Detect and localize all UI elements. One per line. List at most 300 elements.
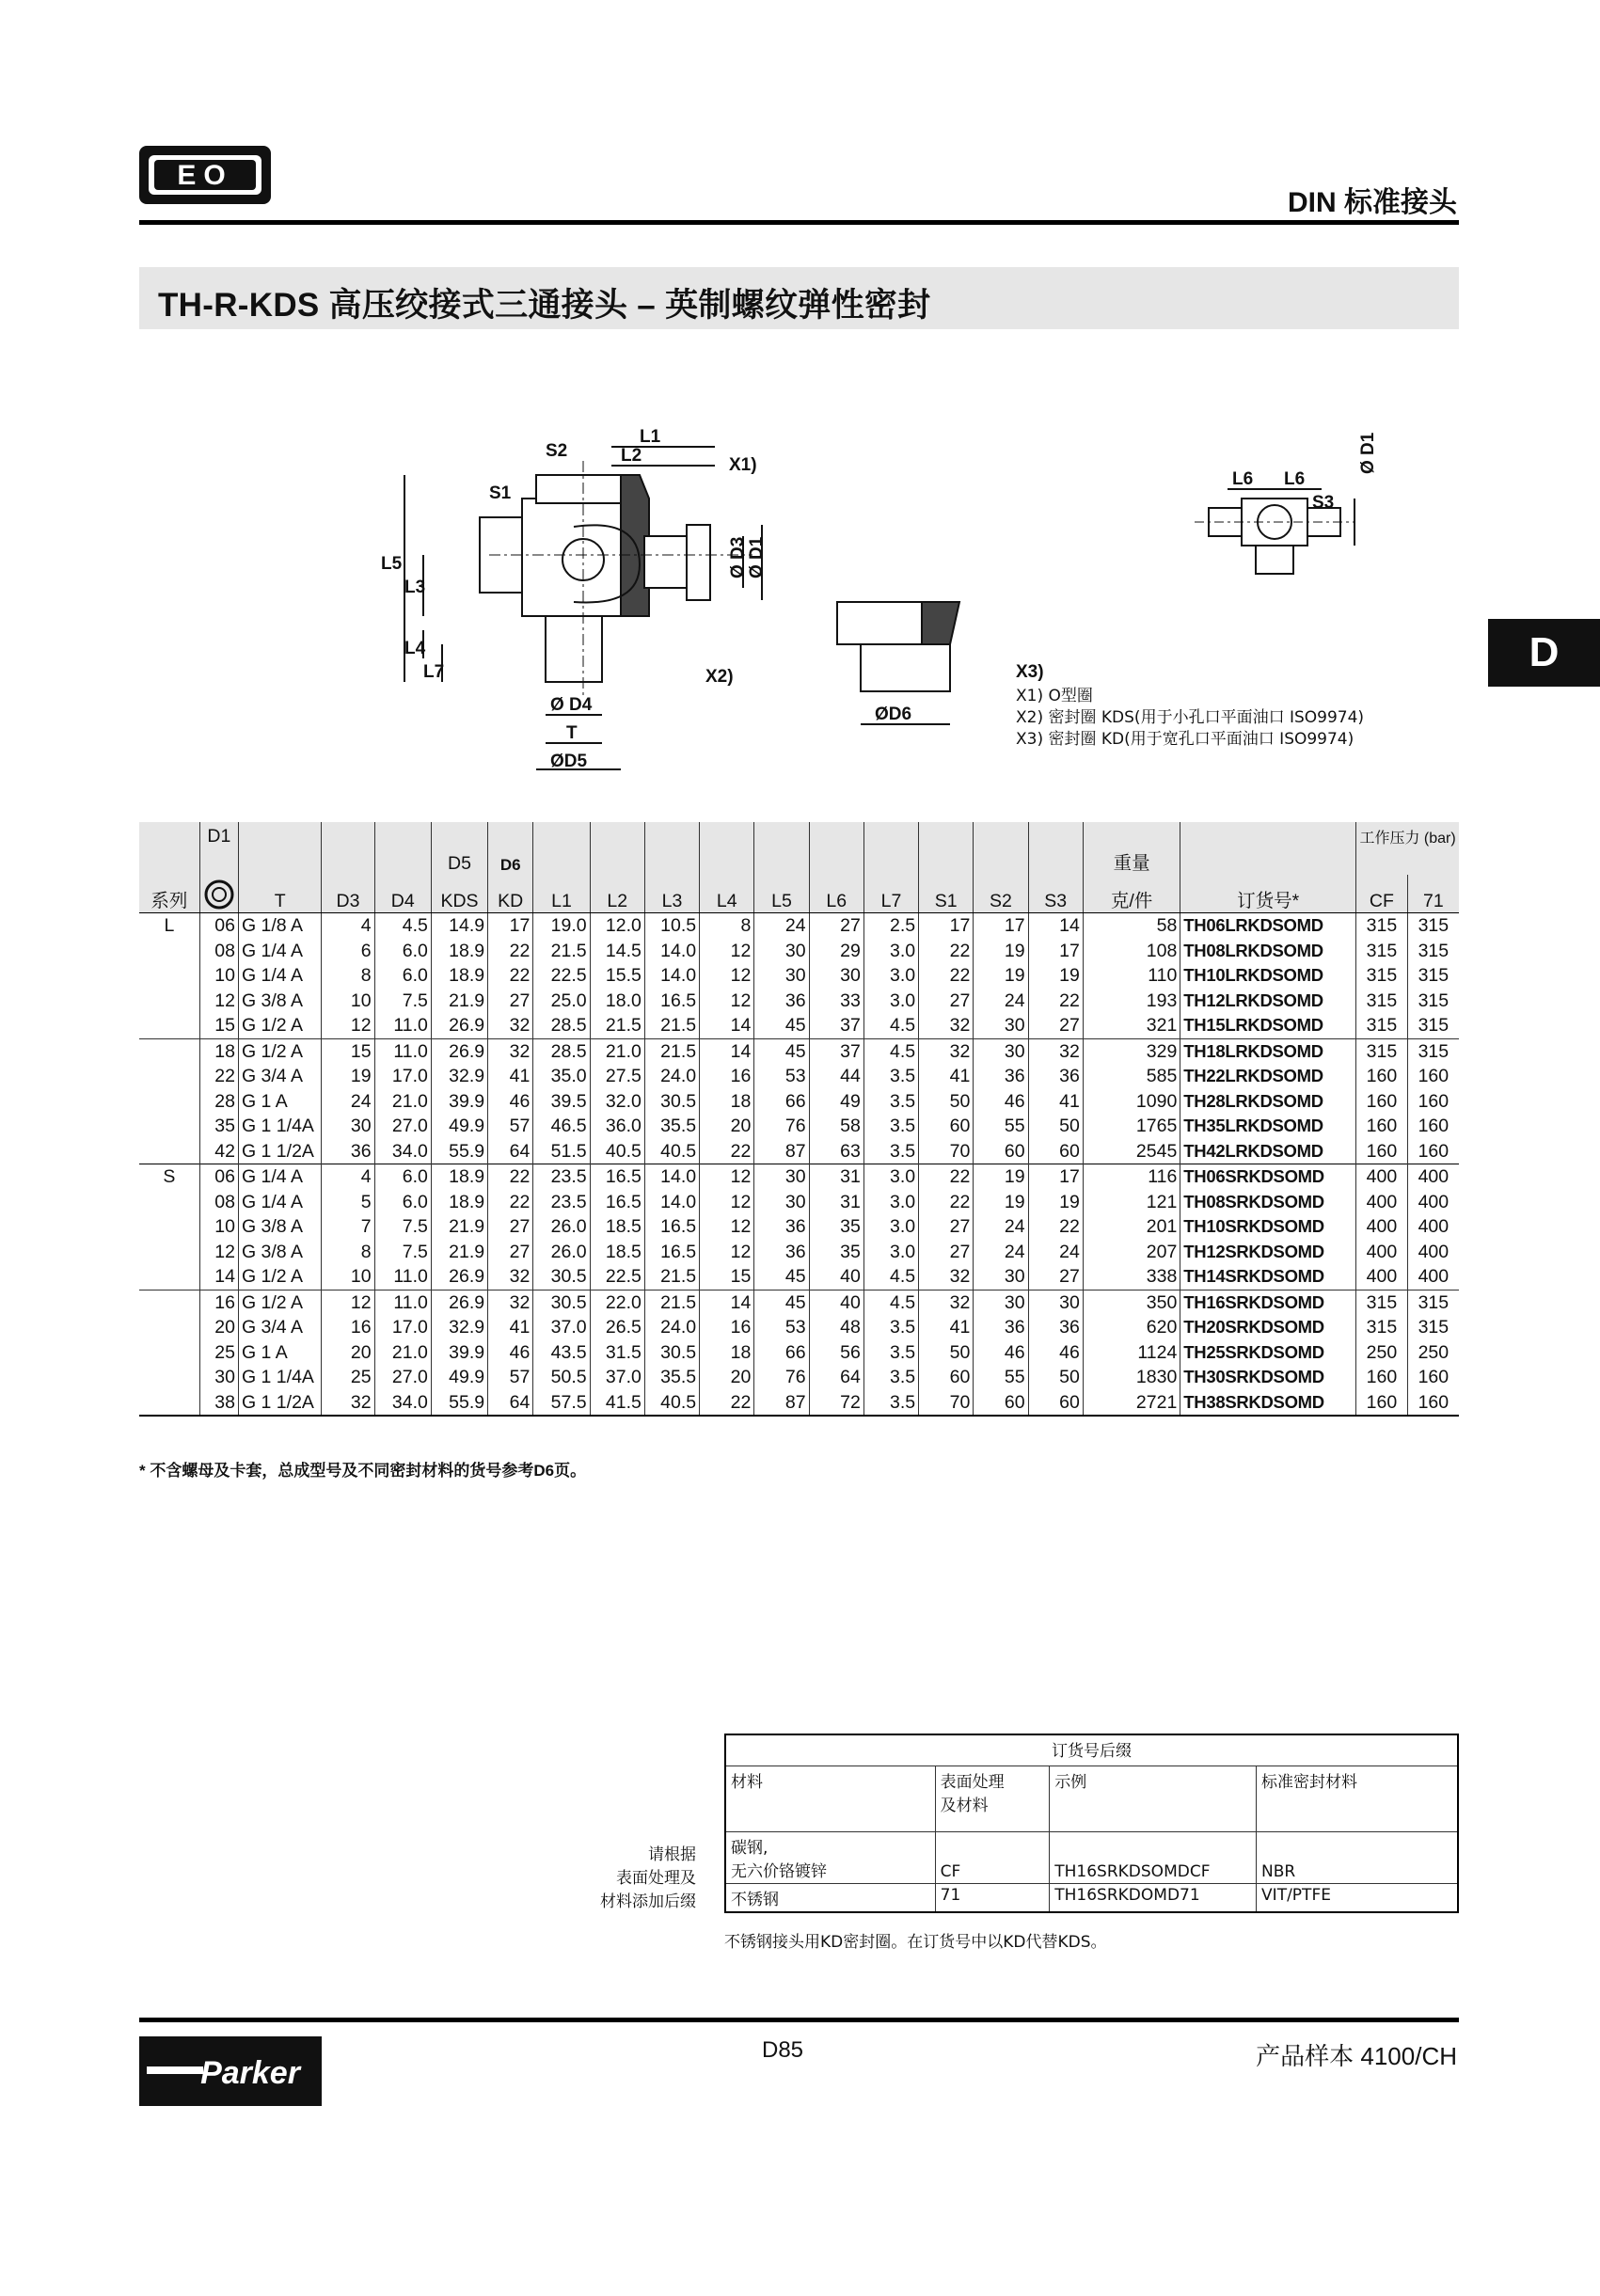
table-cell: 3.5 bbox=[863, 1315, 918, 1340]
order-number-cell: TH18LRKDSOMD bbox=[1180, 1038, 1356, 1064]
svg-text:L7: L7 bbox=[423, 662, 445, 682]
table-cell: 7.5 bbox=[374, 1240, 431, 1265]
table-cell: 25.0 bbox=[533, 989, 590, 1014]
table-cell: 63 bbox=[809, 1139, 863, 1164]
table-cell: 160 bbox=[1356, 1139, 1408, 1164]
table-cell: 6.0 bbox=[374, 939, 431, 964]
table-cell: 3.5 bbox=[863, 1114, 918, 1139]
table-cell: 16.5 bbox=[644, 1240, 699, 1265]
table-cell: G 1/4 A bbox=[238, 939, 321, 964]
table-cell: 30 bbox=[974, 1013, 1028, 1038]
table-row bbox=[139, 1290, 1459, 1315]
table-cell: 2.5 bbox=[863, 913, 918, 939]
table-cell: 36.0 bbox=[590, 1114, 644, 1139]
order-number-cell: TH38SRKDSOMD bbox=[1180, 1390, 1356, 1417]
table-cell: 400 bbox=[1407, 1240, 1459, 1265]
table-cell: 37 bbox=[809, 1013, 863, 1038]
table-cell: 315 bbox=[1407, 1013, 1459, 1038]
table-cell: 14.5 bbox=[590, 939, 644, 964]
table-cell: 60 bbox=[974, 1139, 1028, 1164]
spec-table bbox=[139, 822, 1459, 1417]
table-cell: 24 bbox=[974, 1240, 1028, 1265]
table-cell: 64 bbox=[809, 1365, 863, 1390]
order-number-cell: TH42LRKDSOMD bbox=[1180, 1139, 1356, 1164]
suffix-cell: NBR bbox=[1257, 1832, 1458, 1884]
order-number-cell: TH30SRKDSOMD bbox=[1180, 1365, 1356, 1390]
table-cell: 3.0 bbox=[863, 1164, 918, 1190]
table-cell: 201 bbox=[1083, 1214, 1180, 1240]
table-cell: 35.5 bbox=[644, 1114, 699, 1139]
suffix-table bbox=[724, 1734, 1459, 1913]
table-row bbox=[139, 1064, 1459, 1089]
col-l7: L7 bbox=[863, 875, 918, 913]
table-cell: 40.5 bbox=[644, 1390, 699, 1417]
suffix-cell: VIT/PTFE bbox=[1257, 1884, 1458, 1913]
table-cell: 21.5 bbox=[644, 1290, 699, 1315]
table-cell: 3.5 bbox=[863, 1390, 918, 1417]
table-cell: 30.5 bbox=[533, 1290, 590, 1315]
table-cell: G 1/2 A bbox=[238, 1013, 321, 1038]
table-cell: 51.5 bbox=[533, 1139, 590, 1164]
table-cell: 315 bbox=[1407, 1038, 1459, 1064]
table-cell: 15 bbox=[322, 1038, 374, 1064]
order-number-cell: TH14SRKDSOMD bbox=[1180, 1264, 1356, 1290]
table-cell: 3.0 bbox=[863, 963, 918, 989]
table-cell: 18.9 bbox=[431, 963, 487, 989]
table-cell: 64 bbox=[488, 1390, 533, 1417]
table-cell: 400 bbox=[1356, 1214, 1408, 1240]
table-row bbox=[139, 913, 1459, 939]
table-cell: 27 bbox=[919, 1214, 974, 1240]
table-row bbox=[139, 1315, 1459, 1340]
col-d5-top: D5 bbox=[431, 822, 487, 875]
table-cell: 27.0 bbox=[374, 1114, 431, 1139]
table-cell: 16.5 bbox=[644, 1214, 699, 1240]
table-cell: 32 bbox=[488, 1290, 533, 1315]
footnote: * 不含螺母及卡套，总成型号及不同密封材料的货号参考D6页。 bbox=[139, 1462, 587, 1480]
table-cell: 11.0 bbox=[374, 1038, 431, 1064]
order-number-cell: TH08SRKDSOMD bbox=[1180, 1190, 1356, 1215]
table-cell: 49 bbox=[809, 1089, 863, 1115]
table-cell: 400 bbox=[1356, 1264, 1408, 1290]
table-cell: 72 bbox=[809, 1390, 863, 1417]
table-cell: 30.5 bbox=[533, 1264, 590, 1290]
table-cell: 21.9 bbox=[431, 1240, 487, 1265]
col-l1: L1 bbox=[533, 875, 590, 913]
table-cell: 43.5 bbox=[533, 1340, 590, 1366]
svg-text:Ø D1: Ø D1 bbox=[747, 536, 767, 578]
section-tab[interactable]: D bbox=[1488, 619, 1600, 687]
table-cell: 70 bbox=[919, 1139, 974, 1164]
table-cell: S bbox=[139, 1164, 199, 1190]
table-cell: 32 bbox=[1028, 1038, 1083, 1064]
table-cell: 34.0 bbox=[374, 1139, 431, 1164]
table-cell: 26.9 bbox=[431, 1038, 487, 1064]
table-cell: 110 bbox=[1083, 963, 1180, 989]
table-cell: 36 bbox=[754, 989, 809, 1014]
col-l2: L2 bbox=[590, 875, 644, 913]
table-cell: 12 bbox=[700, 1214, 754, 1240]
table-cell: 32 bbox=[488, 1038, 533, 1064]
table-cell: 50 bbox=[919, 1340, 974, 1366]
table-cell: 250 bbox=[1356, 1340, 1408, 1366]
table-cell: 2721 bbox=[1083, 1390, 1180, 1417]
table-cell: 46 bbox=[488, 1340, 533, 1366]
suffix-header: 标准密封材料 bbox=[1257, 1766, 1458, 1832]
table-cell: 21.5 bbox=[590, 1013, 644, 1038]
table-cell: 56 bbox=[809, 1340, 863, 1366]
table-cell: 16 bbox=[322, 1315, 374, 1340]
table-cell: 16 bbox=[700, 1064, 754, 1089]
table-cell: 315 bbox=[1407, 1315, 1459, 1340]
order-number-cell: TH10SRKDSOMD bbox=[1180, 1214, 1356, 1240]
table-cell: 21.0 bbox=[374, 1340, 431, 1366]
table-cell: 3.0 bbox=[863, 1240, 918, 1265]
suffix-cell: 71 bbox=[935, 1884, 1050, 1913]
table-cell: 66 bbox=[754, 1340, 809, 1366]
table-cell: 44 bbox=[809, 1064, 863, 1089]
table-cell: 50 bbox=[919, 1089, 974, 1115]
table-cell: 41.5 bbox=[590, 1390, 644, 1417]
table-cell: 160 bbox=[1407, 1390, 1459, 1417]
table-cell: 39.9 bbox=[431, 1089, 487, 1115]
svg-text:X3) 密封圈 KD(用于宽孔口平面油口 ISO9974): X3) 密封圈 KD(用于宽孔口平面油口 ISO9974) bbox=[1016, 730, 1354, 749]
table-cell: 20 bbox=[700, 1365, 754, 1390]
table-cell: 17 bbox=[974, 913, 1028, 939]
table-cell: 3.5 bbox=[863, 1340, 918, 1366]
table-cell: 23.5 bbox=[533, 1190, 590, 1215]
table-cell: 315 bbox=[1356, 1038, 1408, 1064]
col-s3: S3 bbox=[1028, 875, 1083, 913]
table-cell: 41 bbox=[488, 1315, 533, 1340]
table-row bbox=[139, 963, 1459, 989]
table-cell: 30 bbox=[974, 1290, 1028, 1315]
table-cell: 19 bbox=[974, 939, 1028, 964]
table-cell: 6.0 bbox=[374, 1164, 431, 1190]
table-cell: 30.5 bbox=[644, 1089, 699, 1115]
table-cell: 32 bbox=[322, 1390, 374, 1417]
table-cell: 50 bbox=[1028, 1114, 1083, 1139]
table-cell: 18.9 bbox=[431, 939, 487, 964]
table-cell: 14.9 bbox=[431, 913, 487, 939]
table-cell: 10.5 bbox=[644, 913, 699, 939]
table-cell: 16.5 bbox=[644, 989, 699, 1014]
order-number-cell: TH25SRKDSOMD bbox=[1180, 1340, 1356, 1366]
table-cell: 3.5 bbox=[863, 1365, 918, 1390]
table-cell: 24.0 bbox=[644, 1064, 699, 1089]
table-cell: 39.5 bbox=[533, 1089, 590, 1115]
table-cell: 15 bbox=[700, 1264, 754, 1290]
table-cell: 48 bbox=[809, 1315, 863, 1340]
order-number-cell: TH06SRKDSOMD bbox=[1180, 1164, 1356, 1190]
table-cell: 4.5 bbox=[863, 1013, 918, 1038]
table-row bbox=[139, 1390, 1459, 1417]
table-cell: 315 bbox=[1356, 963, 1408, 989]
table-cell: G 1/2 A bbox=[238, 1038, 321, 1064]
table-row bbox=[139, 1340, 1459, 1366]
table-cell: 160 bbox=[1356, 1089, 1408, 1115]
table-cell: 12 bbox=[199, 1240, 238, 1265]
table-row bbox=[139, 1264, 1459, 1290]
col-weight-top: 重量 bbox=[1083, 822, 1180, 875]
table-cell: 76 bbox=[754, 1365, 809, 1390]
table-cell: 315 bbox=[1356, 913, 1408, 939]
table-cell: 30 bbox=[974, 1264, 1028, 1290]
table-cell: 46 bbox=[488, 1089, 533, 1115]
svg-text:Ø D3: Ø D3 bbox=[728, 536, 748, 578]
table-cell: 160 bbox=[1407, 1139, 1459, 1164]
table-cell: 18.0 bbox=[590, 989, 644, 1014]
table-cell: 31.5 bbox=[590, 1340, 644, 1366]
col-d5: KDS bbox=[431, 875, 487, 913]
table-row bbox=[139, 1013, 1459, 1038]
table-cell: 21.5 bbox=[644, 1264, 699, 1290]
table-cell: G 1 A bbox=[238, 1089, 321, 1115]
table-row bbox=[139, 1114, 1459, 1139]
table-cell: 45 bbox=[754, 1290, 809, 1315]
table-cell bbox=[139, 1038, 199, 1064]
table-cell: 14.0 bbox=[644, 1164, 699, 1190]
table-cell: 21.0 bbox=[590, 1038, 644, 1064]
table-row bbox=[139, 1240, 1459, 1265]
table-row bbox=[139, 939, 1459, 964]
svg-text:L1: L1 bbox=[640, 427, 661, 447]
table-cell: 36 bbox=[974, 1064, 1028, 1089]
col-pressure-top: 工作压力 (bar) bbox=[1356, 822, 1459, 875]
table-cell: 22 bbox=[488, 963, 533, 989]
table-cell: 37 bbox=[809, 1038, 863, 1064]
table-cell: 17.0 bbox=[374, 1064, 431, 1089]
table-cell: 12 bbox=[322, 1290, 374, 1315]
table-cell: 27 bbox=[488, 989, 533, 1014]
table-cell: 70 bbox=[919, 1390, 974, 1417]
table-cell bbox=[139, 963, 199, 989]
table-cell: 315 bbox=[1407, 989, 1459, 1014]
table-cell: 32 bbox=[919, 1264, 974, 1290]
table-cell: 19 bbox=[322, 1064, 374, 1089]
col-d4: D4 bbox=[374, 875, 431, 913]
table-cell: 50 bbox=[1028, 1365, 1083, 1390]
table-cell: 08 bbox=[199, 939, 238, 964]
table-cell: 4.5 bbox=[863, 1290, 918, 1315]
table-cell: 3.5 bbox=[863, 1139, 918, 1164]
table-cell: 22 bbox=[488, 1164, 533, 1190]
svg-text:ØD6: ØD6 bbox=[875, 705, 912, 724]
order-number-cell: TH12SRKDSOMD bbox=[1180, 1240, 1356, 1265]
col-s2: S2 bbox=[974, 875, 1028, 913]
table-cell: 18.9 bbox=[431, 1190, 487, 1215]
svg-text:L4: L4 bbox=[404, 639, 426, 658]
svg-text:L2: L2 bbox=[621, 446, 642, 466]
suffix-cell: 不锈钢 bbox=[725, 1884, 935, 1913]
table-cell: 27 bbox=[488, 1240, 533, 1265]
svg-text:Ø D4: Ø D4 bbox=[550, 695, 593, 715]
table-cell: 30 bbox=[199, 1365, 238, 1390]
table-cell bbox=[139, 1340, 199, 1366]
table-cell: 160 bbox=[1356, 1114, 1408, 1139]
table-cell: 18 bbox=[700, 1340, 754, 1366]
table-cell: 42 bbox=[199, 1139, 238, 1164]
table-cell: 22 bbox=[919, 1164, 974, 1190]
table-cell: 32 bbox=[919, 1038, 974, 1064]
table-cell bbox=[139, 1365, 199, 1390]
table-cell: 53 bbox=[754, 1315, 809, 1340]
table-cell: 22 bbox=[919, 1190, 974, 1215]
table-cell: 21.9 bbox=[431, 1214, 487, 1240]
order-number-cell: TH15LRKDSOMD bbox=[1180, 1013, 1356, 1038]
order-number-cell: TH06LRKDSOMD bbox=[1180, 913, 1356, 939]
table-cell: 30 bbox=[754, 939, 809, 964]
table-cell: 26.9 bbox=[431, 1264, 487, 1290]
table-cell: 30 bbox=[809, 963, 863, 989]
table-cell: 338 bbox=[1083, 1264, 1180, 1290]
table-cell: 400 bbox=[1356, 1240, 1408, 1265]
table-cell: 160 bbox=[1407, 1064, 1459, 1089]
table-cell: 30 bbox=[754, 1190, 809, 1215]
suffix-caption: 订货号后缀 bbox=[725, 1734, 1458, 1766]
table-cell: 18 bbox=[199, 1038, 238, 1064]
table-row bbox=[139, 989, 1459, 1014]
table-cell: 12 bbox=[700, 989, 754, 1014]
suffix-cell: CF bbox=[935, 1832, 1050, 1884]
table-cell: 38 bbox=[199, 1390, 238, 1417]
table-cell: 14 bbox=[700, 1013, 754, 1038]
table-cell: 16.5 bbox=[590, 1164, 644, 1190]
svg-text:S2: S2 bbox=[546, 441, 568, 461]
spec-table-body bbox=[139, 913, 1459, 1417]
table-cell: 27 bbox=[919, 989, 974, 1014]
table-cell: 24 bbox=[322, 1089, 374, 1115]
table-cell: 400 bbox=[1407, 1214, 1459, 1240]
table-cell: 4.5 bbox=[863, 1264, 918, 1290]
table-cell: 17 bbox=[919, 913, 974, 939]
table-cell: 22.5 bbox=[590, 1264, 644, 1290]
table-cell: 31 bbox=[809, 1190, 863, 1215]
table-cell: 49.9 bbox=[431, 1365, 487, 1390]
oring-symbol-icon bbox=[199, 875, 238, 913]
table-cell: 23.5 bbox=[533, 1164, 590, 1190]
table-cell: 16.5 bbox=[590, 1190, 644, 1215]
table-cell: 32 bbox=[488, 1264, 533, 1290]
col-weight: 克/件 bbox=[1083, 875, 1180, 913]
col-d6-top: D6 bbox=[488, 822, 533, 875]
svg-text:L3: L3 bbox=[404, 578, 426, 597]
order-number-cell: TH22LRKDSOMD bbox=[1180, 1064, 1356, 1089]
table-cell: 8 bbox=[322, 1240, 374, 1265]
table-cell: 400 bbox=[1356, 1164, 1408, 1190]
table-cell: 30 bbox=[754, 1164, 809, 1190]
table-cell: 21.0 bbox=[374, 1089, 431, 1115]
table-cell: 35 bbox=[809, 1214, 863, 1240]
table-cell: 1765 bbox=[1083, 1114, 1180, 1139]
table-cell: 160 bbox=[1407, 1365, 1459, 1390]
svg-text:X3): X3) bbox=[1016, 662, 1044, 682]
table-cell: 24.0 bbox=[644, 1315, 699, 1340]
table-cell: 32 bbox=[919, 1290, 974, 1315]
table-cell: 10 bbox=[322, 1264, 374, 1290]
table-cell: 4 bbox=[322, 1164, 374, 1190]
table-cell: 19 bbox=[974, 1164, 1028, 1190]
table-cell: 11.0 bbox=[374, 1290, 431, 1315]
col-cf: CF bbox=[1356, 875, 1408, 913]
table-row bbox=[139, 1164, 1459, 1190]
table-cell: 315 bbox=[1407, 939, 1459, 964]
order-number-cell: TH28LRKDSOMD bbox=[1180, 1089, 1356, 1115]
table-cell: 57.5 bbox=[533, 1390, 590, 1417]
table-cell: 27 bbox=[809, 913, 863, 939]
table-cell: L bbox=[164, 915, 175, 936]
table-cell: 18.5 bbox=[590, 1240, 644, 1265]
table-cell: 12 bbox=[700, 939, 754, 964]
table-cell: 14 bbox=[700, 1038, 754, 1064]
table-cell: 14 bbox=[199, 1264, 238, 1290]
table-cell: G 1/4 A bbox=[238, 1164, 321, 1190]
table-cell: 40 bbox=[809, 1264, 863, 1290]
eo-logo bbox=[139, 146, 271, 204]
table-cell: 34.0 bbox=[374, 1390, 431, 1417]
table-cell: 15.5 bbox=[590, 963, 644, 989]
page-number: D85 bbox=[762, 2037, 804, 2063]
table-cell: 620 bbox=[1083, 1315, 1180, 1340]
table-cell: 45 bbox=[754, 1264, 809, 1290]
col-l3: L3 bbox=[644, 875, 699, 913]
table-cell: 20 bbox=[700, 1114, 754, 1139]
table-cell: 315 bbox=[1356, 939, 1408, 964]
table-row bbox=[139, 1365, 1459, 1390]
table-cell: 14.0 bbox=[644, 939, 699, 964]
table-cell: 400 bbox=[1407, 1190, 1459, 1215]
table-cell: 57 bbox=[488, 1365, 533, 1390]
table-cell: 3.5 bbox=[863, 1089, 918, 1115]
table-cell: 57 bbox=[488, 1114, 533, 1139]
table-cell: 19 bbox=[1028, 1190, 1083, 1215]
table-cell: 55 bbox=[974, 1114, 1028, 1139]
table-cell: 31 bbox=[809, 1164, 863, 1190]
table-cell: 315 bbox=[1356, 1315, 1408, 1340]
table-cell: 17 bbox=[1028, 939, 1083, 964]
table-cell: 17 bbox=[488, 913, 533, 939]
table-cell: 24 bbox=[1028, 1240, 1083, 1265]
table-cell: 87 bbox=[754, 1139, 809, 1164]
col-l5: L5 bbox=[754, 875, 809, 913]
table-cell: 46.5 bbox=[533, 1114, 590, 1139]
table-cell: 36 bbox=[754, 1240, 809, 1265]
col-71: 71 bbox=[1407, 875, 1459, 913]
table-cell: 08 bbox=[199, 1190, 238, 1215]
table-cell: 36 bbox=[1028, 1315, 1083, 1340]
table-cell: 4.5 bbox=[374, 913, 431, 939]
section-title: DIN 标准接头 bbox=[1288, 187, 1457, 218]
svg-text:T: T bbox=[566, 723, 578, 743]
table-cell: 55.9 bbox=[431, 1139, 487, 1164]
table-cell: 26.9 bbox=[431, 1013, 487, 1038]
table-cell bbox=[139, 1064, 199, 1089]
parker-logo bbox=[139, 2036, 322, 2106]
table-cell bbox=[139, 1114, 199, 1139]
table-cell: 1830 bbox=[1083, 1365, 1180, 1390]
table-cell: 12 bbox=[700, 1240, 754, 1265]
table-cell: 25 bbox=[199, 1340, 238, 1366]
table-cell: 350 bbox=[1083, 1290, 1180, 1315]
table-cell: G 3/4 A bbox=[238, 1064, 321, 1089]
table-cell: 3.0 bbox=[863, 989, 918, 1014]
suffix-header: 表面处理 及材料 bbox=[935, 1766, 1050, 1832]
svg-text:Parker: Parker bbox=[200, 2055, 300, 2091]
table-cell: 60 bbox=[919, 1365, 974, 1390]
table-cell: 25 bbox=[322, 1365, 374, 1390]
table-cell: 19 bbox=[974, 1190, 1028, 1215]
table-cell: 27 bbox=[1028, 1264, 1083, 1290]
